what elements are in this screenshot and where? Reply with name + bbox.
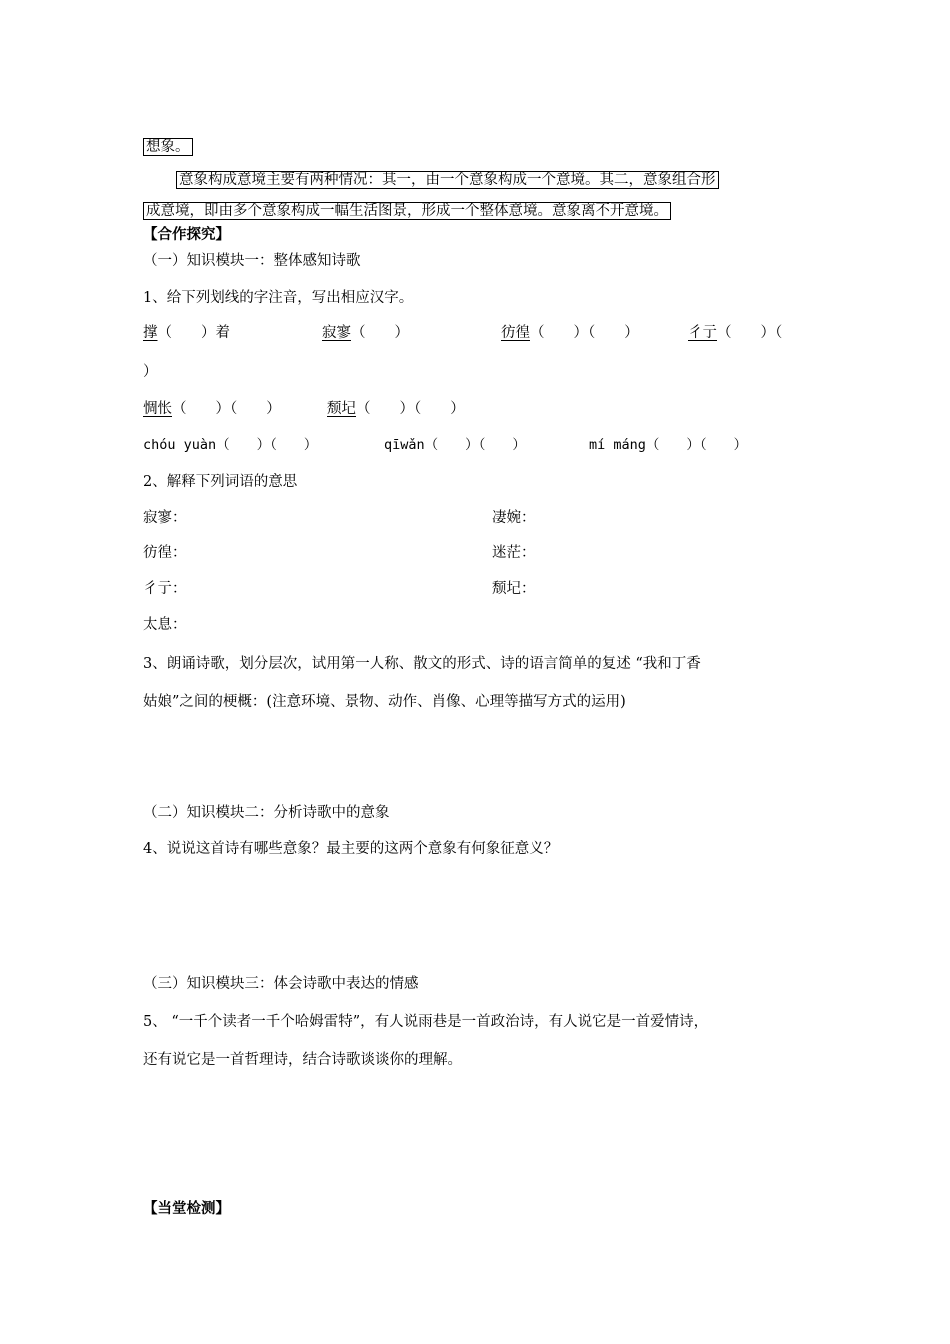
intro-line-1: 想象。 <box>143 137 193 157</box>
q2-term: 迷茫： <box>492 545 536 561</box>
q2-term: 太息： <box>143 617 187 633</box>
section-heading-coop: 【合作探究】 <box>143 226 230 243</box>
question-5-line-2: 还有说它是一首哲理诗，结合诗歌谈谈你的理解。 <box>143 1052 462 1068</box>
q2-term: 彳亍： <box>143 581 187 597</box>
q2-term: 凄婉： <box>492 510 536 526</box>
q1-pinyin-1: chóu yuàn（ ）（ ） <box>143 437 318 453</box>
question-1-prompt: 1、给下列划线的字注音，写出相应汉字。 <box>143 290 414 306</box>
module-1-heading: （一）知识模块一：整体感知诗歌 <box>143 253 361 269</box>
module-3-heading: （三）知识模块三：体会诗歌中表达的情感 <box>143 976 419 992</box>
question-2-prompt: 2、解释下列词语的意思 <box>143 474 298 490</box>
q1-row-1-item-3: 彷徨（ ）（ ） <box>501 325 639 341</box>
q1-row-1-item-2: 寂寥（ ） <box>322 325 409 341</box>
question-4-line-1: 4、说说这首诗有哪些意象？最主要的这两个意象有何象征意义？ <box>143 841 559 857</box>
q1-row-1-item-4: 彳亍（ ）（ <box>688 325 783 341</box>
q1-row-1-wrap: ） <box>143 364 158 380</box>
q1-pinyin-2: qīwǎn（ ）（ ） <box>384 437 526 453</box>
q2-term: 彷徨： <box>143 545 187 561</box>
q1-row-2-item-1: 惆怅（ ）（ ） <box>143 401 281 417</box>
intro-line-3: 成意境，即由多个意象构成一幅生活图景，形成一个整体意境。意象离不开意境。 <box>143 201 671 221</box>
q1-row-2-item-2: 颓圮（ ）（ ） <box>327 401 465 417</box>
question-3-line-1: 3、朗诵诗歌，划分层次，试用第一人称、散文的形式、诗的语言简单的复述 “我和丁香 <box>143 656 701 672</box>
q1-row-1-item-1: 撑（ ）着 <box>143 325 230 341</box>
q2-term: 寂寥： <box>143 510 187 526</box>
question-3-line-2: 姑娘”之间的梗概：(注意环境、景物、动作、肖像、心理等描写方式的运用) <box>143 694 626 710</box>
question-5-line-1: 5、 “一千个读者一千个哈姆雷特”，有人说雨巷是一首政治诗，有人说它是一首爱情诗， <box>143 1014 709 1030</box>
module-2-heading: （二）知识模块二：分析诗歌中的意象 <box>143 805 390 821</box>
intro-line-2: 意象构成意境主要有两种情况：其一，由一个意象构成一个意境。其二，意象组合形 <box>176 170 719 190</box>
q1-pinyin-3: mí máng（ ）（ ） <box>589 437 748 453</box>
q2-term: 颓圮： <box>492 581 536 597</box>
section-heading-test: 【当堂检测】 <box>143 1200 230 1217</box>
